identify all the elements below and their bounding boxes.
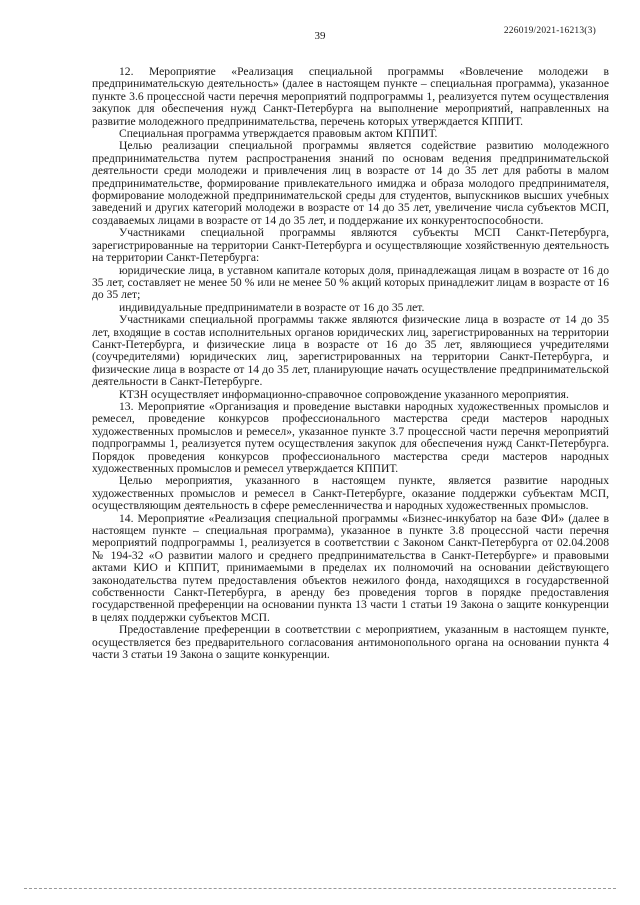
document-id: 226019/2021-16213(3)	[503, 26, 596, 36]
paragraph-12: 12. Мероприятие «Реализация специальной программы «Вовлечение молодежи в предпринимательскую деятельность» (далее в настоящем пункте – специальная программа), указанное пункте 3.6 процессной части перечня мероприятий подпрограммы 1, реализуется путем осуществления закупок для обеспечения нужд Санкт-Петербурга на выполнение мероприятий, направленных на развитие молодежного предпринимательства, перечень которых утверждается КППИТ.	[92, 65, 609, 128]
paragraph-crafts-goal: Целью мероприятия, указанного в настоящем пункте, является развитие народных художественных промыслов и ремесел в Санкт-Петербурге, оказание поддержки субъектам МСП, осуществляющим деятельность в сфере ремесленничества и народных художественных промыслов.	[92, 474, 609, 513]
paragraph-14: 14. Мероприятие «Реализация специальной программы «Бизнес-инкубатор на базе ФИ» (далее в настоящем пункте – специальная программа), указанное в пункте 3.8 процессной части перечня мероприятий подпрограммы 1, реализуется в соответствии с Законом Санкт-Петербурга от 02.04.2008 № 194-32 «О развитии малого и среднего предпринимательства в Санкт-Петербурге» и правовыми актами КИО и КППИТ, принимаемыми в пределах их полномочий на основании действующего законодательства путем предоставления объектов нежилого фонда, находящихся в государственной собственности Санкт-Петербурга, в аренду без проведения торгов в порядке предоставления государственной преференции на основании пункта 13 части 1 статьи 19 Закона о защите конкуренции в целях поддержки субъектов МСП.	[92, 511, 609, 624]
paragraph-13: 13. Мероприятие «Организация и проведение выставки народных художественных промыслов и ремесел, проведение конкурсов профессионального мастерства среди мастеров народных художественных промыслов и ремесел», указанное пункте 3.7 процессной части перечня мероприятий подпрограммы 1, реализуется путем осуществления закупок для обеспечения нужд Санкт-Петербурга. Порядок проведения конкурсов профессионального мастерства среди мастеров народных художественных промыслов и ремесел утверждается КППИТ.	[92, 399, 609, 475]
paragraph-program-goal: Целью реализации специальной программы является содействие развитию молодежного предпринимательства путем распространения знаний по основам ведения предпринимательской деятельности среди молодежи и привлечения лиц в возрасте от 14 до 35 лет для работы в малом предпринимательстве, формирование привлекательного имиджа и образа молодого предпринимателя, формирование молодежной предпринимательской среды для студентов, выпускников высших учебных заведений и других категорий молодежи в возрасте от 14 до 35 лет, увеличение числа субъектов МСП, создаваемых лицами в возрасте от 14 до 35 лет, и поддержание их конкурентоспособности.	[92, 139, 609, 227]
document-body	[92, 66, 609, 662]
page-number: 39	[314, 30, 326, 42]
paragraph-individual-entrepreneurs: индивидуальные предприниматели в возрасте от 16 до 35 лет.	[119, 300, 425, 314]
paragraph-program-participants: Участниками специальной программы являются субъекты МСП Санкт-Петербурга, зарегистрированные на территории Санкт-Петербурга и осуществляющие хозяйственную деятельность на территории Санкт-Петербурга:	[92, 226, 609, 265]
paragraph-individual-participants: Участниками специальной программы также являются физические лица в возрасте от 14 до 35 лет, входящие в состав исполнительных органов юридических лиц, зарегистрированных на территории Санкт-Петербурга, и физические лица в возрасте от 16 до 35 лет, являющиеся учредителями (соучредителями) юридических лиц, зарегистрированных на территории Санкт-Петербурга, и физические лица в возрасте от 14 до 35 лет, планирующие начать осуществление предпринимательской деятельности в Санкт-Петербурге.	[92, 313, 609, 389]
paragraph-legal-entities: юридические лица, в уставном капитале которых доля, принадлежащая лицам в возрасте от 16 до 35 лет, составляет не менее 50 % или не менее 50 % акций которых принадлежит лицам в возрасте от 16 до 35 лет;	[92, 263, 609, 302]
paragraph-ktzn-support: КТЗН осуществляет информационно-справочное сопровождение указанного мероприятия.	[119, 387, 569, 401]
paragraph-special-program-approval: Специальная программа утверждается правовым актом КППИТ.	[119, 127, 438, 141]
bottom-edge-divider	[24, 888, 616, 889]
paragraph-preference: Предоставление преференции в соответствии с мероприятием, указанным в настоящем пункте, осуществляется без предварительного согласования антимонопольного органа на основании пункта 4 части 3 статьи 19 Закона о защите конкуренции.	[92, 623, 609, 662]
